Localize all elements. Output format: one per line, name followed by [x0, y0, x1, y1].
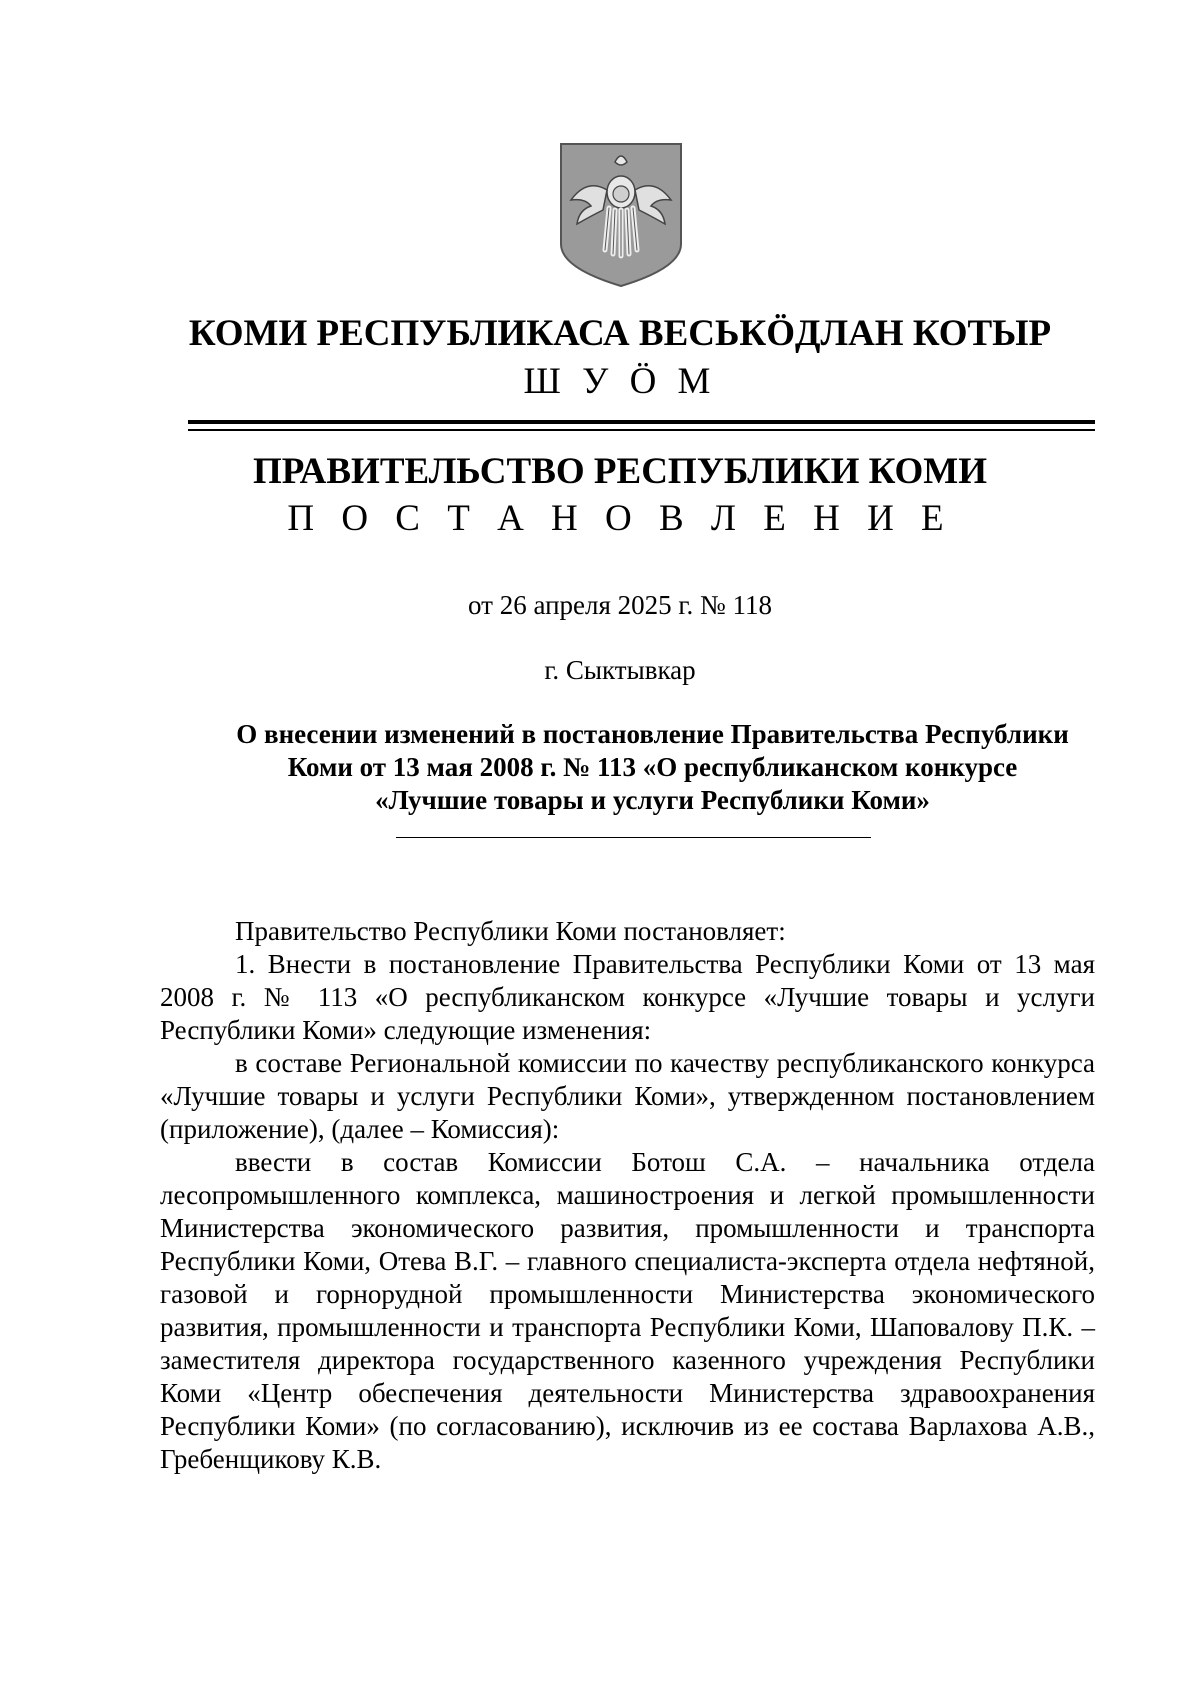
document-title-line: «Лучшие товары и услуги Республики Коми» — [375, 785, 930, 815]
komi-coat-of-arms-icon — [557, 140, 685, 290]
document-date-number: от 26 апреля 2025 г. № 118 — [468, 590, 772, 620]
body-paragraph: в составе Региональной комиссии по качеству республиканского конкурса «Лучшие товары и услуги Республики Коми», утвержденном постановлением (приложение), (далее – Комиссия): — [160, 1048, 1095, 1144]
header-divider-thick — [188, 420, 1095, 424]
ru-header-subtitle: П О С Т А Н О В Л Е Н И Е — [287, 498, 953, 539]
header-divider-thin — [188, 429, 1095, 431]
komi-header-subtitle: Ш У Ӧ М — [523, 361, 717, 402]
document-body — [160, 915, 1095, 1476]
komi-header-title: КОМИ РЕСПУБЛИКАСА ВЕСЬКӦДЛАН КОТЫР — [188, 313, 1052, 354]
document-title — [210, 718, 1095, 817]
ru-header-title: ПРАВИТЕЛЬСТВО РЕСПУБЛИКИ КОМИ — [253, 451, 987, 492]
document-city: г. Сыктывкар — [544, 655, 696, 685]
body-paragraph: Правительство Республики Коми постановляет: — [235, 916, 786, 946]
body-paragraph: 1. Внести в постановление Правительства Республики Коми от 13 мая 2008 г. № 113 «О республиканском конкурсе «Лучшие товары и услуги Республики Коми» следующие изменения: — [160, 949, 1095, 1045]
document-title-line: О внесении изменений в постановление Правительства Республики — [236, 719, 1069, 749]
body-paragraph: ввести в состав Комиссии Ботош С.А. – начальника отдела лесопромышленного комплекса, машиностроения и легкой промышленности Министерства экономического развития, промышленности и транспорта Республики Коми, Отева В.Г. – главного специалиста-эксперта отдела нефтяной, газовой и горнорудной промышленности Министерства экономического развития, промышленности и транспорта Республики Коми, Шаповалову П.К. – заместителя директора государственного казенного учреждения Республики Коми «Центр обеспечения деятельности Министерства здравоохранения Республики Коми» (по согласованию), исключив из ее состава Варлахова А.В., Гребенщикову К.В. — [160, 1147, 1095, 1474]
title-underline — [396, 837, 871, 838]
document-title-line: Коми от 13 мая 2008 г. № 113 «О республиканском конкурсе — [287, 752, 1018, 782]
